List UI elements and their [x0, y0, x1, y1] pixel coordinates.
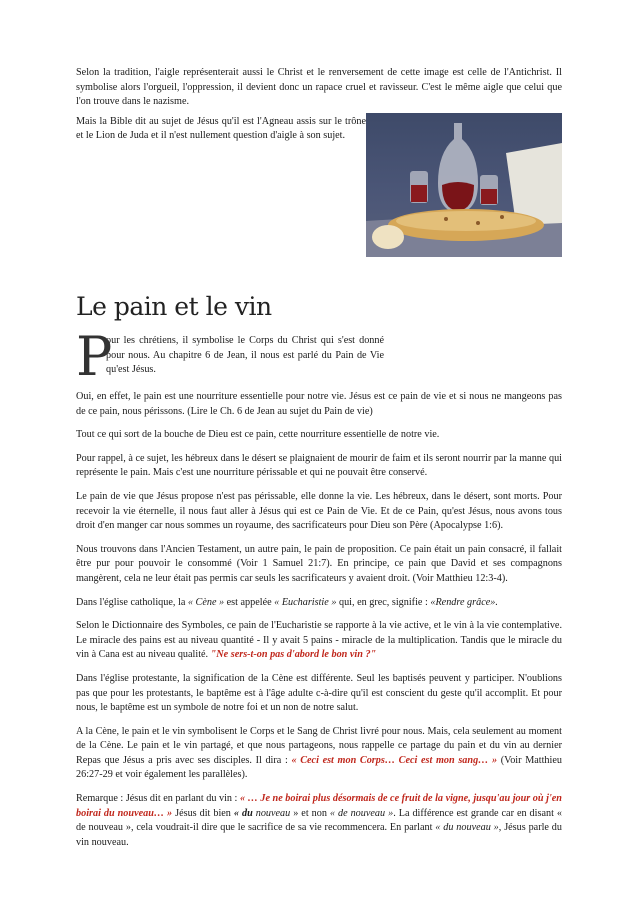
p7-quote: "Ne sers-t-on pas d'abord le bon vin ?"	[210, 649, 377, 661]
p10-du-nouveau: « du nouveau »	[435, 822, 499, 834]
paragraph-10	[76, 792, 562, 850]
intro-paragraph-2: Mais la Bible dit au sujet de Jésus qu'il est l'Agneau assis sur le trône et le Lion de Juda et il n'est nullement question d'aigle à son sujet.	[76, 115, 366, 142]
dropcap-paragraph	[76, 325, 562, 388]
p6-text-e: qui, en grec, signifie :	[336, 596, 431, 608]
section-heading: Le pain et le vin	[76, 292, 272, 321]
paragraph-5: Nous trouvons dans l'Ancien Testament, un autre pain, le pain de proposition. Ce pain était un pain consacré, il fallait être pur pour pouvoir le consommé (Voir 1 Samuel 21:7). En principe, ce pain que David et ses compagnons mangèrent, cela ne leur était pas permis car seuls les sacrificateurs y avaient droit. (Voir Matthieu 12:3-4).	[76, 543, 562, 584]
p10-text-f: » et non	[290, 807, 330, 819]
p6-eucharistie: « Eucharistie »	[274, 596, 337, 608]
paragraph-8: Dans l'église protestante, la signification de la Cène est différente. Seul les baptisés peuvent y participer. N'oublions pas que pour les protestants, le baptême est à l'âge adulte c-à-dire qu'il est conscient du geste qu'il accomplit. Et pour nous, le baptême est un symbole de notre foi et un non de notre salut.	[76, 672, 562, 714]
p6-text-a: Dans l'église catholique, la	[76, 596, 188, 608]
paragraph-6	[76, 596, 562, 611]
bread-and-wine-painting	[366, 113, 562, 257]
intro-paragraph-1: Selon la tradition, l'aigle représenterait aussi le Christ et le renversement de cette image est celle de l'Antichrist. Il symbolise alors l'orgueil, l'oppression, il devient donc un rapace cruel et ravisseur. C'est le même aigle que celui que l'on trouve dans le nazisme.	[76, 67, 562, 108]
p9-reference: (Voir Matthieu 26:27-29 et voir également les parallèles).	[76, 754, 562, 781]
paragraph-3: Pour rappel, à ce sujet, les hébreux dans le désert se plaignaient de mourir de faim et ils seront nourrir par la manne qui représente le pain. Mais c'est une nourriture périssable et qui ne pouvait être conservé.	[76, 452, 562, 479]
p10-de-nouveau: « de nouveau »	[329, 807, 394, 819]
p9-text: A la Cène, le pain et le vin symbolisent le Corps et le Sang de Christ livré pour nous. Mais, cela seulement au moment de la Cène. Le pain et le vin partagé, et que nous partageons, nous rappelle ce partage du pain et du vin au dernier Repas que Jésus a pris avec ses disciples. Il dira :	[76, 725, 562, 766]
intro-with-image	[76, 115, 562, 241]
p6-rendre-grace: «Rendre grâce».	[430, 596, 498, 608]
p10-nouveau: nouveau	[252, 807, 291, 819]
p9-quote: « Ceci est mon Corps… Ceci est mon sang… »	[291, 754, 498, 766]
p10-du: « du	[233, 807, 253, 819]
document-page	[76, 66, 562, 848]
p10-quote: « … Je ne boirai plus désormais de ce fruit de la vigne, jusqu'au jour où j'en boirai du nouveau… »	[76, 793, 562, 819]
paragraph-7	[76, 619, 562, 663]
p10-text-a: Remarque : Jésus dit en parlant du vin :	[76, 793, 240, 805]
p10-text-c: Jésus dit bien	[172, 807, 234, 819]
p7-text: Selon le Dictionnaire des Symboles, ce pain de l'Eucharistie se rapporte à la vie active, et le vin à la vie contemplative. Le miracle des pains est au niveau quantité - Il y avait 5 pains - miracle de la multiplication. Tandis que le miracle du vin à Cana est au niveau qualité.	[76, 620, 562, 661]
paragraph-1: Oui, en effet, le pain est une nourriture essentielle pour notre vie. Jésus est ce pain de vie et si nous ne mangeons pas de ce pain, nous périssons. (Lire le Ch. 6 de Jean au sujet du Pain de vie)	[76, 391, 562, 417]
p6-text-c: est appelée	[224, 596, 275, 608]
p10-text-h: . La différence est grande car en disant « de nouveau », cela voudrait-il dire que le sacrifice de sa vie recommencera. En parlant	[76, 807, 562, 834]
dropcap-text: our les chrétiens, il symbolise le Corps du Christ qui s'est donné pour nous. Au chapitre 6 de Jean, il nous est parlé du Pain de Vie qu'est Jésus.	[106, 335, 384, 376]
p6-cene: « Cène »	[187, 596, 225, 608]
paragraph-4: Le pain de vie que Jésus propose n'est pas périssable, elle donne la vie. Les hébreux, dans le désert, sont morts. Pour recevoir la vie éternelle, il nous faut aller à Jésus qui est ce Pain de Vie. Et de ce Pain, qu'est Jésus, nous avons tous droit d'en manger car nous sommes un royaume, des sacrificateurs pour Dieu son Père (Apocalypse 1:6).	[76, 490, 562, 532]
dropcap-letter: P	[76, 325, 113, 388]
paragraph-2: Tout ce qui sort de la bouche de Dieu est ce pain, cette nourriture essentielle de notre vie.	[76, 429, 440, 441]
p10-text-j: , Jésus parle du vin nouveau.	[76, 822, 562, 848]
body-text	[76, 390, 562, 859]
paragraph-9	[76, 725, 562, 783]
painting-illustration	[366, 113, 562, 257]
